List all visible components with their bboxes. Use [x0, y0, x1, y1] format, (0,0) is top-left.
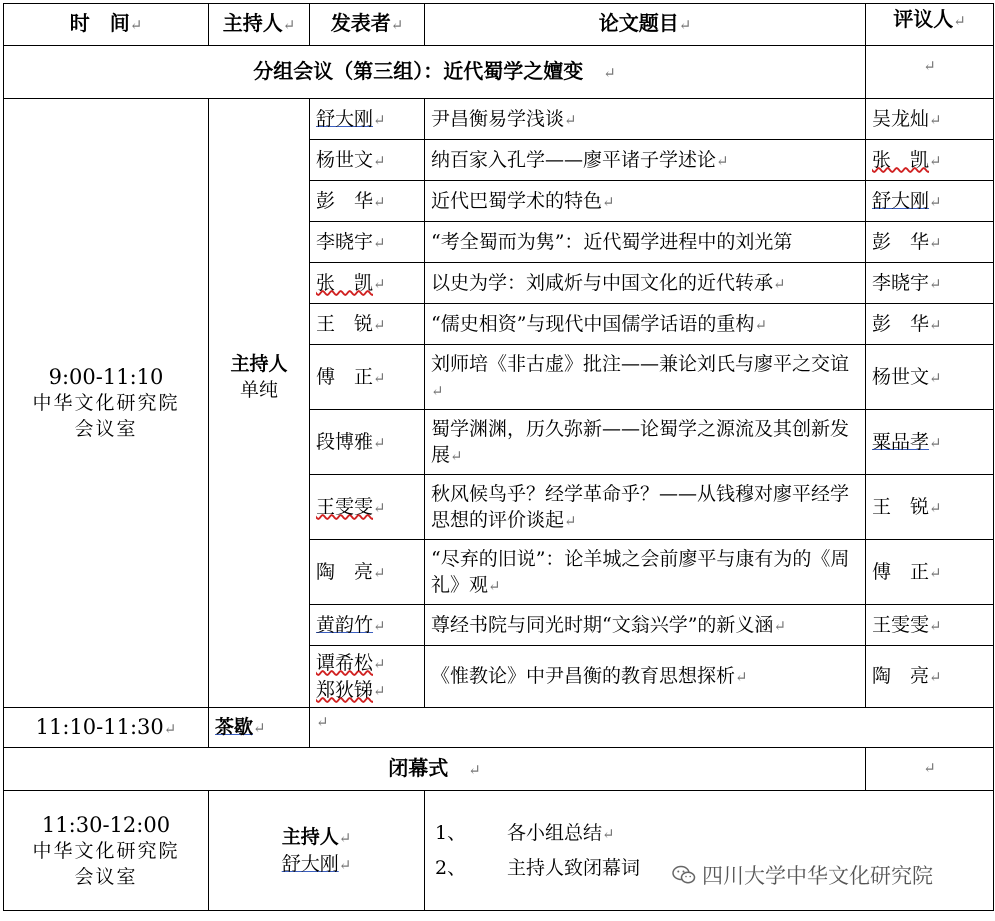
session-host-cell	[209, 99, 310, 708]
watermark-text: 四川大学中华文化研究院	[702, 864, 933, 888]
paper-title: 秋风候鸟乎？经学革命乎？——从钱穆对廖平经学思想的评价谈起↵	[425, 475, 866, 540]
session-time-cell	[4, 99, 209, 708]
closing-item: 2、 主持人致闭幕词	[435, 857, 641, 879]
reviewer: 彭 华↵	[866, 222, 994, 263]
watermark	[672, 860, 933, 890]
presenter: 谭希松↵ 郑狄锑↵	[310, 646, 425, 708]
closing-location: 中华文化研究院	[32, 839, 180, 862]
paper-title: 蜀学渊渊，历久弥新——论蜀学之源流及其创新发展↵	[425, 410, 866, 475]
break-time: 11:10-11:30	[35, 714, 164, 739]
session-host-name: 单纯	[239, 379, 278, 401]
reviewer: 吴龙灿↵	[866, 99, 994, 140]
paper-title: 尊经书院与同光时期“文翁兴学”的新义涵↵	[425, 605, 866, 646]
break-label-cell: 茶歇↵	[209, 708, 310, 748]
session-host-label: 主持人	[230, 353, 288, 375]
break-label: 茶歇	[215, 716, 254, 738]
header-title: 论文题目↵	[425, 4, 866, 46]
closing-items-cell	[425, 791, 994, 911]
presenter: 李晓宇↵	[310, 222, 425, 263]
paper-title: 纳百家入孔学——廖平诸子学述论↵	[425, 140, 866, 181]
presenter: 段博雅↵	[310, 410, 425, 475]
paper-title: “尽弃的旧说”：论羊城之会前廖平与康有为的《周礼》观↵	[425, 540, 866, 605]
closing-host-name: 舒大刚	[281, 852, 339, 875]
agenda-table	[3, 3, 994, 911]
paper-title: 刘师培《非古虚》批注——兼论刘氏与廖平之交谊↵	[425, 345, 866, 410]
closing-host-cell: 主持人↵ 舒大刚↵	[209, 791, 425, 911]
paper-title: “考全蜀而为隽”：近代蜀学进程中的刘光第	[425, 222, 866, 263]
break-time-cell: 11:10-11:30↵	[4, 708, 209, 748]
closing-title: 闭幕式 ↵	[4, 748, 866, 791]
section3-row	[4, 46, 994, 99]
presenter: 王 锐↵	[310, 304, 425, 345]
section3-reviewer-cell: ↵	[866, 46, 994, 99]
reviewer: 张 凯↵	[866, 140, 994, 181]
presenter: 王雯雯↵	[310, 475, 425, 540]
paper-title: 以史为学：刘咸炘与中国文化的近代转承↵	[425, 263, 866, 304]
reviewer: 彭 华↵	[866, 304, 994, 345]
header-presenter: 发表者↵	[310, 4, 425, 46]
presenter: 彭 华↵	[310, 181, 425, 222]
presenter: 陶 亮↵	[310, 540, 425, 605]
session-time: 9:00-11:10	[48, 365, 164, 389]
header-host: 主持人↵	[209, 4, 310, 46]
paper-title: “儒史相资”与现代中国儒学话语的重构↵	[425, 304, 866, 345]
section3-title: 分组会议（第三组）：近代蜀学之嬗变 ↵	[4, 46, 866, 99]
paper-title: 尹昌衡易学浅谈↵	[425, 99, 866, 140]
presenter: 黄韵竹↵	[310, 605, 425, 646]
paper-title: 近代巴蜀学术的特色↵	[425, 181, 866, 222]
presenter: 舒大刚↵	[310, 99, 425, 140]
closing-item: 1、 各小组总结↵	[435, 822, 615, 844]
closing-title-row	[4, 748, 994, 791]
break-row	[4, 708, 994, 748]
reviewer: 李晓宇↵	[866, 263, 994, 304]
presenter: 傅 正↵	[310, 345, 425, 410]
header-time: 时 间↵	[4, 4, 209, 46]
reviewer: 陶 亮↵	[866, 646, 994, 708]
reviewer: 杨世文↵	[866, 345, 994, 410]
closing-time-cell	[4, 791, 209, 911]
session-location: 中华文化研究院	[32, 392, 180, 414]
reviewer: 王 锐↵	[866, 475, 994, 540]
session-location-room: 会议室	[74, 418, 138, 440]
header-reviewer: 评议人↵	[866, 4, 994, 46]
closing-location-room: 会议室	[74, 865, 138, 888]
reviewer: 傅 正↵	[866, 540, 994, 605]
break-empty-cell: ↵	[310, 708, 994, 748]
wechat-icon	[672, 865, 696, 885]
paper-row	[4, 99, 994, 140]
presenter: 张 凯↵	[310, 263, 425, 304]
paper-title: 《惟教论》中尹昌衡的教育思想探析↵	[425, 646, 866, 708]
closing-row	[4, 791, 994, 911]
closing-reviewer-cell: ↵	[866, 748, 994, 791]
closing-host-label: 主持人	[281, 825, 339, 848]
reviewer: 粟品孝↵	[866, 410, 994, 475]
closing-time: 11:30-12:00	[41, 812, 171, 837]
header-row	[4, 4, 994, 46]
reviewer: 王雯雯↵	[866, 605, 994, 646]
reviewer: 舒大刚↵	[866, 181, 994, 222]
presenter: 杨世文↵	[310, 140, 425, 181]
